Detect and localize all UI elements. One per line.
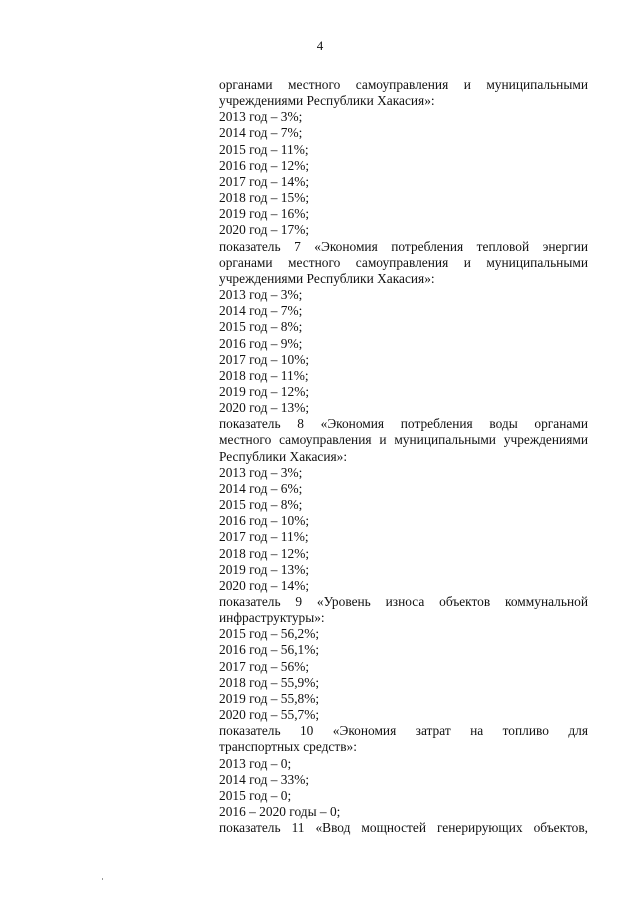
text-line: 2016 год – 56,1%; <box>219 642 320 658</box>
text-line: показатель 8 «Экономия потребления воды органами <box>219 416 588 432</box>
text-line: 2019 год – 13%; <box>219 561 310 577</box>
text-line: 2014 год – 33%; <box>219 771 310 787</box>
text-line: 2015 год – 11%; <box>219 141 309 157</box>
document-body <box>219 77 588 836</box>
text-line: показатель 9 «Уровень износа объектов коммунальной <box>219 594 588 609</box>
text-line: 2020 год – 14%; <box>219 577 310 593</box>
text-line: 2020 год – 13%; <box>219 400 310 416</box>
text-line: 2014 год – 6%; <box>219 480 303 496</box>
text-line: 2019 год – 16%; <box>219 206 310 222</box>
text-line: 2013 год – 3%; <box>219 464 303 480</box>
text-line: 2018 год – 15%; <box>219 190 310 206</box>
text-line: 2017 год – 11%; <box>219 529 309 545</box>
text-line: учреждениями Республики Хакасия»: <box>219 270 435 286</box>
text-line: 2013 год – 3%; <box>219 109 303 125</box>
text-line: 2015 год – 8%; <box>219 319 303 335</box>
text-line: 2017 год – 56%; <box>219 658 310 674</box>
scan-speck <box>102 878 103 880</box>
text-line: 2016 – 2020 годы – 0; <box>219 804 341 820</box>
text-line: инфраструктуры»: <box>219 610 325 626</box>
text-line: 2020 год – 17%; <box>219 222 310 238</box>
text-line: органами местного самоуправления и муниципальными <box>219 77 588 92</box>
text-line: 2018 год – 55,9%; <box>219 674 320 690</box>
text-line: Республики Хакасия»: <box>219 448 348 464</box>
page-number: 4 <box>316 38 324 53</box>
text-line: 2016 год – 12%; <box>219 157 310 173</box>
text-line: 2013 год – 3%; <box>219 287 303 303</box>
text-line: 2014 год – 7%; <box>219 303 303 319</box>
text-line: транспортных средств»: <box>219 739 357 755</box>
text-line: 2015 год – 56,2%; <box>219 626 320 642</box>
text-line: 2020 год – 55,7%; <box>219 707 320 723</box>
text-line: органами местного самоуправления и муниципальными <box>219 254 588 270</box>
text-line: 2016 год – 10%; <box>219 513 310 529</box>
text-line: 2017 год – 10%; <box>219 351 310 367</box>
text-line: 2016 год – 9%; <box>219 335 303 351</box>
text-line: местного самоуправления и муниципальными учреждениями <box>219 432 588 448</box>
text-line: показатель 10 «Экономия затрат на топливо для <box>219 723 588 739</box>
text-line: показатель 7 «Экономия потребления тепловой энергии <box>219 238 588 254</box>
text-line: 2015 год – 0; <box>219 787 292 803</box>
text-line: учреждениями Республики Хакасия»: <box>219 93 435 109</box>
text-line: 2018 год – 11%; <box>219 367 309 383</box>
text-line: 2017 год – 14%; <box>219 173 310 189</box>
text-line: 2013 год – 0; <box>219 755 292 771</box>
text-line: 2015 год – 8%; <box>219 497 303 513</box>
text-line: 2014 год – 7%; <box>219 125 303 141</box>
text-line: 2019 год – 55,8%; <box>219 690 320 706</box>
text-line: 2018 год – 12%; <box>219 545 310 561</box>
text-line: 2019 год – 12%; <box>219 383 310 399</box>
text-line: показатель 11 «Ввод мощностей генерирующих объектов, <box>219 820 588 836</box>
